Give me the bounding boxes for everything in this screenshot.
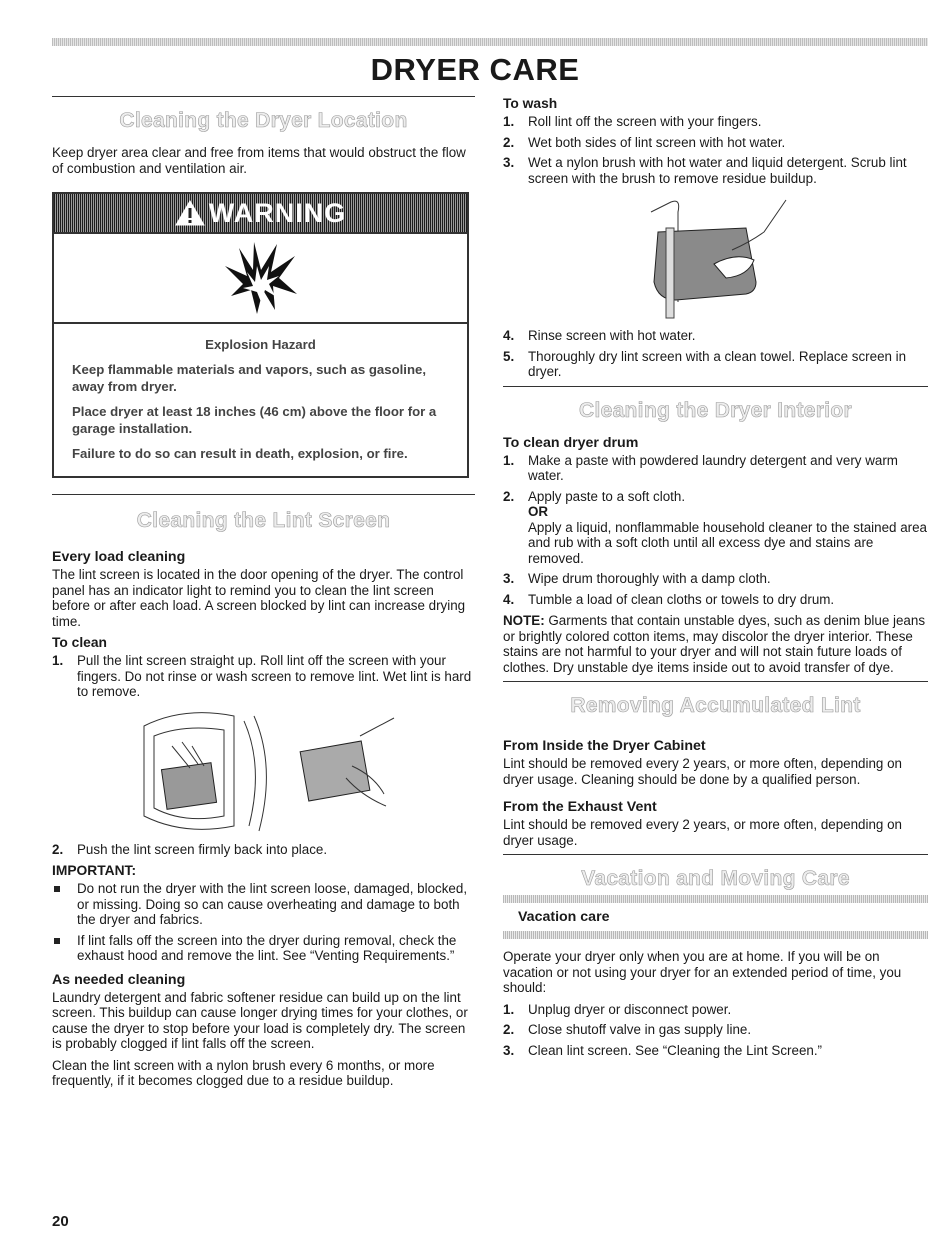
step-number: 1. (503, 1001, 515, 1017)
vacation-decorative-bar (503, 895, 928, 903)
step-number: 3. (503, 571, 515, 586)
warning-line: Failure to do so can result in death, explosion, or fire. (72, 446, 408, 461)
to-clean-heading: To clean (52, 635, 107, 650)
step-number: 1. (52, 653, 64, 668)
step-number: 4. (503, 328, 515, 343)
section-title-vacation: Vacation and Moving Care (581, 867, 850, 890)
list-item (503, 1002, 928, 1018)
as-needed-text: Clean the lint screen with a nylon brush every 6 months, or more frequently, if it becomes clogged due to a residue buildup. (52, 1057, 435, 1088)
step-text: Wet both sides of lint screen with hot water. (528, 134, 786, 150)
bullet-text: If lint falls off the screen into the dryer during removal, check the exhaust hood and remove the lint. See “Venting Requirements.” (77, 932, 457, 963)
section-rule (52, 96, 475, 97)
page-number: 20 (52, 1213, 69, 1230)
step-text: Wet a nylon brush with hot water and liquid detergent. Scrub lint screen with the brush to remove residue buildup. (528, 155, 907, 186)
important-heading: IMPORTANT: (52, 863, 137, 878)
section-rule (503, 854, 928, 855)
as-needed-text: Laundry detergent and fabric softener residue can build up on the lint screen. This buildup can cause longer drying times for your clothes, or cause the dryer to stop before your load is completely dry. The screen is probably clogged if lint falls off the screen. (52, 989, 468, 1051)
list-item (503, 135, 928, 151)
warning-line: Keep flammable materials and vapors, such as gasoline, away from dryer. (72, 362, 427, 394)
to-wash-steps (503, 114, 928, 186)
explosion-icon (221, 240, 301, 316)
vacation-care-heading: Vacation care (518, 909, 610, 925)
step-number: 2. (503, 1022, 515, 1037)
step-text: Pull the lint screen straight up. Roll lint off the screen with your fingers. Do not rinse or wash screen to remove lint. Wet lint is hard to remove. (77, 653, 472, 699)
step-text: Wipe drum thoroughly with a damp cloth. (528, 571, 771, 586)
section-rule (52, 494, 475, 495)
warning-triangle-icon (175, 200, 205, 226)
right-column (503, 96, 928, 1064)
warning-box (52, 192, 469, 478)
list-item (503, 571, 928, 587)
list-item (52, 933, 475, 964)
step-text: Tumble a load of clean cloths or towels to dry drum. (528, 591, 835, 607)
vacation-text: Operate your dryer only when you are at home. If you will be on vacation or not using your dryer for an extended period of time, you should: (503, 949, 902, 995)
list-item (503, 489, 928, 567)
to-wash-heading: To wash (503, 96, 558, 111)
step-number: 2. (52, 841, 64, 857)
note-label: NOTE: (503, 613, 545, 628)
section-title-accumulated-lint: Removing Accumulated Lint (570, 694, 861, 717)
warning-line: Place dryer at least 18 inches (46 cm) above the floor for a garage installation. (72, 404, 437, 436)
drum-steps (503, 453, 928, 608)
location-text: Keep dryer area clear and free from items that would obstruct the flow of combustion and ventilation air. (52, 145, 466, 176)
list-item (503, 349, 928, 380)
vent-heading: From the Exhaust Vent (503, 799, 657, 815)
list-item (503, 1022, 928, 1038)
or-label: OR (528, 504, 549, 519)
warning-body (54, 324, 467, 476)
section-rule (503, 386, 928, 387)
step-text: Rinse screen with hot water. (528, 328, 696, 343)
list-item (503, 155, 928, 186)
warning-label: WARNING (208, 197, 347, 228)
list-item (52, 842, 475, 858)
section-title-lint-screen: Cleaning the Lint Screen (136, 509, 391, 532)
list-item (52, 653, 475, 700)
to-wash-steps-continued (503, 328, 928, 380)
note-text (503, 613, 928, 675)
step-text: Close shutoff valve in gas supply line. (528, 1022, 752, 1037)
vent-text: Lint should be removed every 2 years, or more often, depending on dryer usage. (503, 817, 902, 848)
every-load-text: The lint screen is located in the door opening of the dryer. The control panel has an indicator light to remind you to clean the lint screen before or after each load. A screen blocked by lint can increase drying time. (52, 567, 466, 629)
note-body: Garments that contain unstable dyes, such as denim blue jeans or brightly colored cotton items, may discolor the dryer interior. These stains are not harmful to your dryer and will not stain future loads of clothes. Dry unstable dye items inside out to avoid transfer of dye. (503, 613, 926, 675)
step-number: 2. (503, 134, 515, 150)
warning-icon-panel (54, 234, 467, 324)
step-number: 4. (503, 591, 515, 607)
step-text: Apply paste to a soft cloth. (528, 488, 686, 504)
list-item (503, 114, 928, 130)
lint-screen-washing-illustration (636, 192, 796, 322)
every-load-heading: Every load cleaning (52, 549, 186, 565)
bullet-icon (54, 886, 60, 892)
step-number: 2. (503, 488, 515, 504)
to-clean-steps (52, 653, 475, 700)
page-title: DRYER CARE (370, 52, 580, 87)
step-text: Clean lint screen. See “Cleaning the Lint Screen.” (528, 1042, 823, 1058)
list-item (503, 328, 928, 344)
step-number: 3. (503, 155, 515, 170)
step-text: Push the lint screen firmly back into place. (77, 841, 328, 857)
list-item (52, 881, 475, 928)
list-item (503, 592, 928, 608)
step-text: Roll lint off the screen with your fingers. (528, 114, 762, 129)
as-needed-heading: As needed cleaning (52, 971, 186, 988)
step-text: Make a paste with powdered laundry detergent and very warm water. (528, 452, 898, 483)
bullet-icon (54, 938, 60, 944)
step-text: Thoroughly dry lint screen with a clean towel. Replace screen in dryer. (528, 348, 907, 379)
vacation-decorative-bar (503, 931, 928, 939)
step-number: 5. (503, 348, 515, 364)
drum-heading: To clean dryer drum (503, 434, 639, 451)
list-item (503, 453, 928, 484)
section-rule (503, 681, 928, 682)
step-number: 1. (503, 114, 515, 129)
left-column (52, 96, 475, 1095)
cabinet-text: Lint should be removed every 2 years, or more often, depending on dryer usage. Cleaning should be done by a qualified person. (503, 756, 902, 787)
important-bullets (52, 881, 475, 964)
warning-header (54, 194, 467, 234)
step-text: Apply a liquid, nonflammable household cleaner to the stained area and rub with a soft cloth until all excess dye and stains are removed. (528, 519, 928, 566)
lint-wash-illustration (503, 192, 928, 322)
to-clean-steps-continued (52, 842, 475, 858)
dryer-lint-screen-illustration (124, 706, 404, 836)
warning-hazard: Explosion Hazard (205, 337, 316, 352)
list-item (503, 1043, 928, 1059)
step-number: 3. (503, 1042, 515, 1058)
top-decorative-bar (52, 38, 928, 46)
step-text: Unplug dryer or disconnect power. (528, 1001, 732, 1017)
step-number: 1. (503, 452, 515, 468)
cabinet-heading: From Inside the Dryer Cabinet (503, 738, 706, 754)
section-title-location: Cleaning the Dryer Location (119, 109, 408, 132)
lint-removal-illustration (52, 706, 475, 836)
vacation-steps (503, 1002, 928, 1059)
section-title-interior: Cleaning the Dryer Interior (579, 398, 852, 422)
bullet-text: Do not run the dryer with the lint screen loose, damaged, blocked, or missing. Doing so can cause overheating and damage to both the dryer and fabrics. (77, 881, 468, 927)
